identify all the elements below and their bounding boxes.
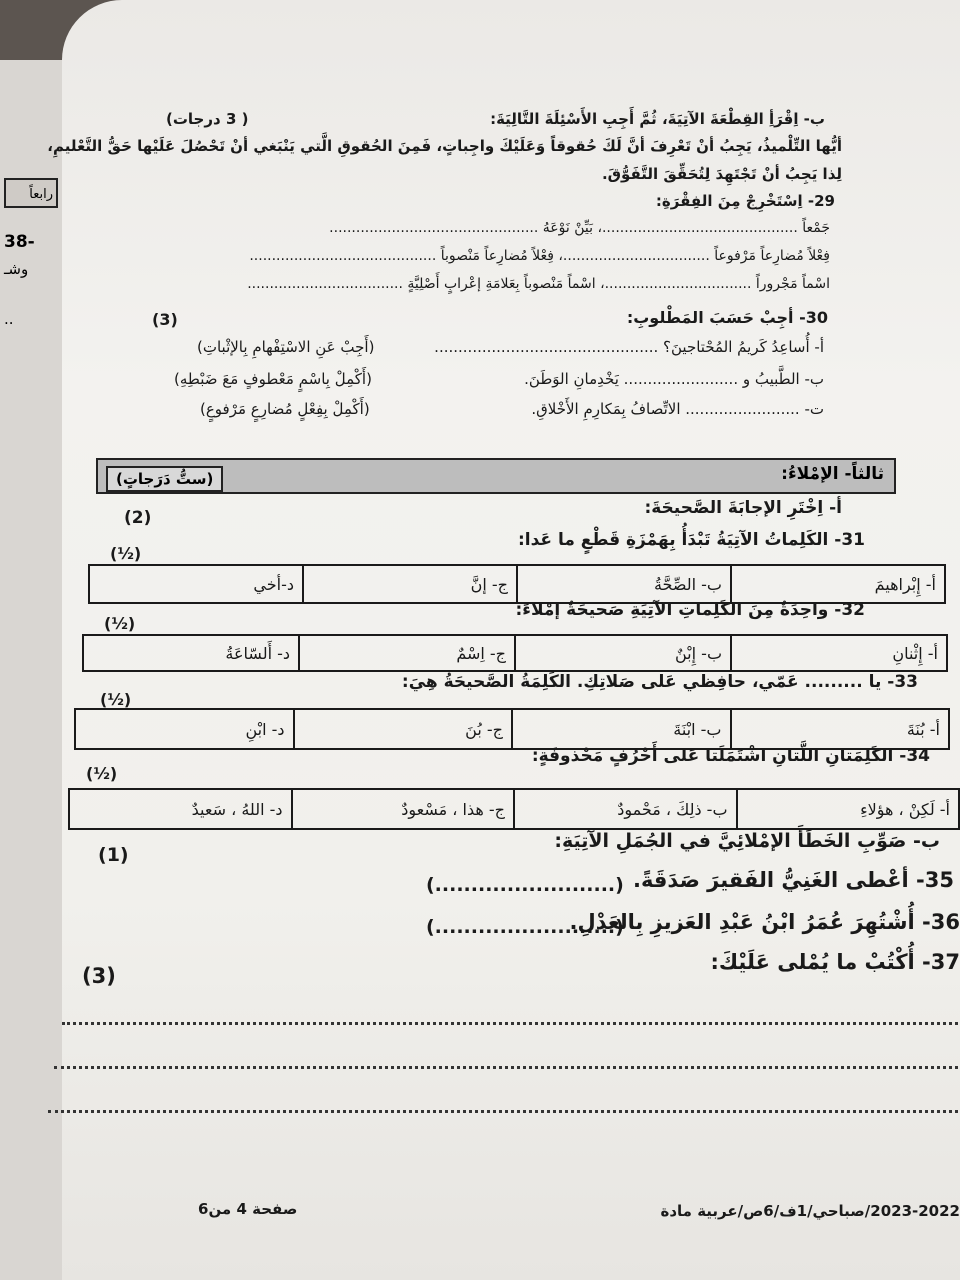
q36-answer-blank[interactable]: (.........................) xyxy=(426,916,624,938)
q36-sentence: 36- أُشْتُهِرَ عُمَرُ ابْنُ عَبْدِ العَزيزِ بِالعَدْلِ. xyxy=(569,910,960,934)
q29-line-3: اسْماً مَجْروراً .................................، اسْماً مَنْصوباً بِعَلامَةِ إعْرابٍ أَصْلِيَّةٍ ................................... xyxy=(247,276,830,292)
q32-option-b[interactable]: ب- إِبْنٌ xyxy=(515,635,731,671)
section-b-marks: ( 3 درجات) xyxy=(166,110,249,128)
part-a-title: أ- اِخْتَرِ الإجابَةَ الصَّحيحَةَ: xyxy=(644,498,842,518)
prev-page-dots: .. xyxy=(4,310,14,328)
q34-title: 34- الكَلِمَتانِ اللَّتانِ اشْتَمَلَتا عَلى أَحْرُفٍ مَحْذوفَةٍ: xyxy=(531,746,930,766)
q30-a-hint: (أَجِبْ عَنِ الاسْتِفْهامِ بِالإثْباتِ) xyxy=(197,338,375,356)
page-number: صفحة 4 من6 xyxy=(198,1200,298,1218)
prev-page-text: وشـ xyxy=(4,260,29,278)
q32-options xyxy=(82,634,948,672)
q33-option-c[interactable]: ج- بُنَ xyxy=(294,709,513,749)
q37-marks: (3) xyxy=(82,964,116,988)
q34-options xyxy=(68,788,960,830)
q37-title: 37- أُكْتُبْ ما يُمْلى عَلَيْكَ: xyxy=(710,950,960,974)
q32-option-a[interactable]: أ- إِثْنانِ xyxy=(731,635,947,671)
q33-option-d[interactable]: د- ابْنِ xyxy=(75,709,294,749)
q33-options xyxy=(74,708,950,750)
section-3-header xyxy=(96,458,896,494)
paragraph-line-2: لِذا يَجِبُ أنْ تَجْتَهِدَ لِتُحَقِّقَ التَّفَوُّقَ. xyxy=(601,165,842,183)
q33-option-a[interactable]: أ- بُنَةَ xyxy=(731,709,950,749)
q34-marks: (½) xyxy=(86,764,118,783)
dictation-line-2[interactable] xyxy=(54,1066,958,1069)
exam-page xyxy=(47,0,960,1280)
section-3-title: ثالثاً- الإمْلاءُ: xyxy=(781,464,884,484)
q29-line-1: جَمْعاً ............................................، بَيِّنْ نَوْعَهُ ............................................... xyxy=(329,220,830,236)
dictation-line-3[interactable] xyxy=(48,1110,958,1113)
paragraph-line-1: أيُّها التِّلْميذُ، يَجِبُ أنْ تَعْرِفَ أنَّ لَكَ حُقوقاً وَعَلَيْكَ واجِباتٍ، فَمِنَ الحُقوقِ الَّتي يَنْبَغي أنْ تَحْصُلَ عَلَيْها حَقُّ التَّعْليمِ، xyxy=(47,137,842,155)
q35-answer-blank[interactable]: (.........................) xyxy=(426,874,624,896)
q31-option-d[interactable]: د-أخي xyxy=(89,565,303,603)
q34-option-c[interactable]: ج- هذا ، مَسْعودٌ xyxy=(292,789,515,829)
q33-option-b[interactable]: ب- ابْنَةَ xyxy=(512,709,731,749)
q31-option-b[interactable]: ب- الصِّحَّةُ xyxy=(517,565,731,603)
section-b-title: ب- اِقْرَأِ القِطْعَةَ الآتِيَةَ، ثُمَّ أَجِبِ الأَسْئِلَةَ التَّالِيَةَ: xyxy=(490,110,825,128)
section-3-marks: (ستُّ دَرَجاتٍ) xyxy=(106,466,223,492)
part-b-marks: (1) xyxy=(98,844,129,866)
q30-c-hint: (أَكْمِلْ بِفِعْلٍ مُضارِعٍ مَرْفوعٍ) xyxy=(200,400,370,418)
q31-options xyxy=(88,564,946,604)
q32-title: 32- واحِدَةٌ مِنَ الكَلِماتِ الآتِيَةِ صَحيحَةٌ إمْلاءً: xyxy=(515,600,865,620)
exam-code: 2023-2022/صباحي/1ف/6ص/عربية مادة xyxy=(660,1202,960,1220)
q30-b-text: ب- الطَّبيبُ و ........................ يَخْدِمانِ الوَطَنَ. xyxy=(524,370,824,388)
q33-title: 33- يا ......... عَمّي، حافِظي عَلى صَلاتِكِ. الكَلِمَةُ الصَّحيحَةُ هِيَ: xyxy=(401,672,918,692)
q32-option-d[interactable]: د- أَلسّاعَةُ xyxy=(83,635,299,671)
q29-line-2: فِعْلاً مُضارِعاً مَرْفوعاً .................................، فِعْلاً مُضارِعاً مَنْصوباً .......................................... xyxy=(249,248,830,264)
q35-sentence: 35- أعْطى الغَنِيُّ الفَقيرَ صَدَقَةً. xyxy=(632,868,954,892)
q33-marks: (½) xyxy=(100,690,132,709)
q31-option-c[interactable]: ج- إنَّ xyxy=(303,565,517,603)
prev-page-number: 38- xyxy=(4,232,35,252)
q30-title: 30- أجِبْ حَسَبَ المَطْلوبِ: xyxy=(626,308,828,327)
prev-page-section-box: رابعاً xyxy=(4,178,58,208)
q31-title: 31- الكَلِماتُ الآتِيَةُ تَبْدَأُ بِهَمْزَةِ قَطْعٍ ما عَدا: xyxy=(517,530,865,550)
previous-page-edge xyxy=(0,60,63,1280)
q34-option-d[interactable]: د- اللهُ ، سَعيدٌ xyxy=(69,789,292,829)
q30-marks: (3) xyxy=(152,310,178,329)
q30-c-text: ت- ........................ الاتِّصافُ بِمَكارِمِ الأَخْلاقِ. xyxy=(531,400,824,418)
part-a-marks: (2) xyxy=(124,508,152,528)
q34-option-b[interactable]: ب- ذلِكَ ، مَحْمودٌ xyxy=(514,789,737,829)
q30-b-hint: (أَكْمِلْ بِاسْمٍ مَعْطوفٍ مَعَ ضَبْطِهِ) xyxy=(174,370,372,388)
part-b-title: ب- صَوِّبِ الخَطَأَ الإمْلائِيَّ في الجُمَلِ الآتِيَةِ: xyxy=(554,830,940,852)
dictation-line-1[interactable] xyxy=(62,1022,958,1025)
q32-marks: (½) xyxy=(104,614,136,633)
q32-option-c[interactable]: ج- اِسْمٌ xyxy=(299,635,515,671)
q29-title: 29- اِسْتَخْرِجْ مِنَ الفِقْرَةِ: xyxy=(655,192,835,210)
q30-a-text: أ- أُساعِدُ كَريمُ المُحْتاجينَ؟ ............................................... xyxy=(434,338,824,356)
q31-marks: (½) xyxy=(110,544,142,563)
q34-option-a[interactable]: أ- لَكِنْ ، هؤلاءِ xyxy=(737,789,960,829)
q31-option-a[interactable]: أ- إِبْراهيمَ xyxy=(731,565,945,603)
